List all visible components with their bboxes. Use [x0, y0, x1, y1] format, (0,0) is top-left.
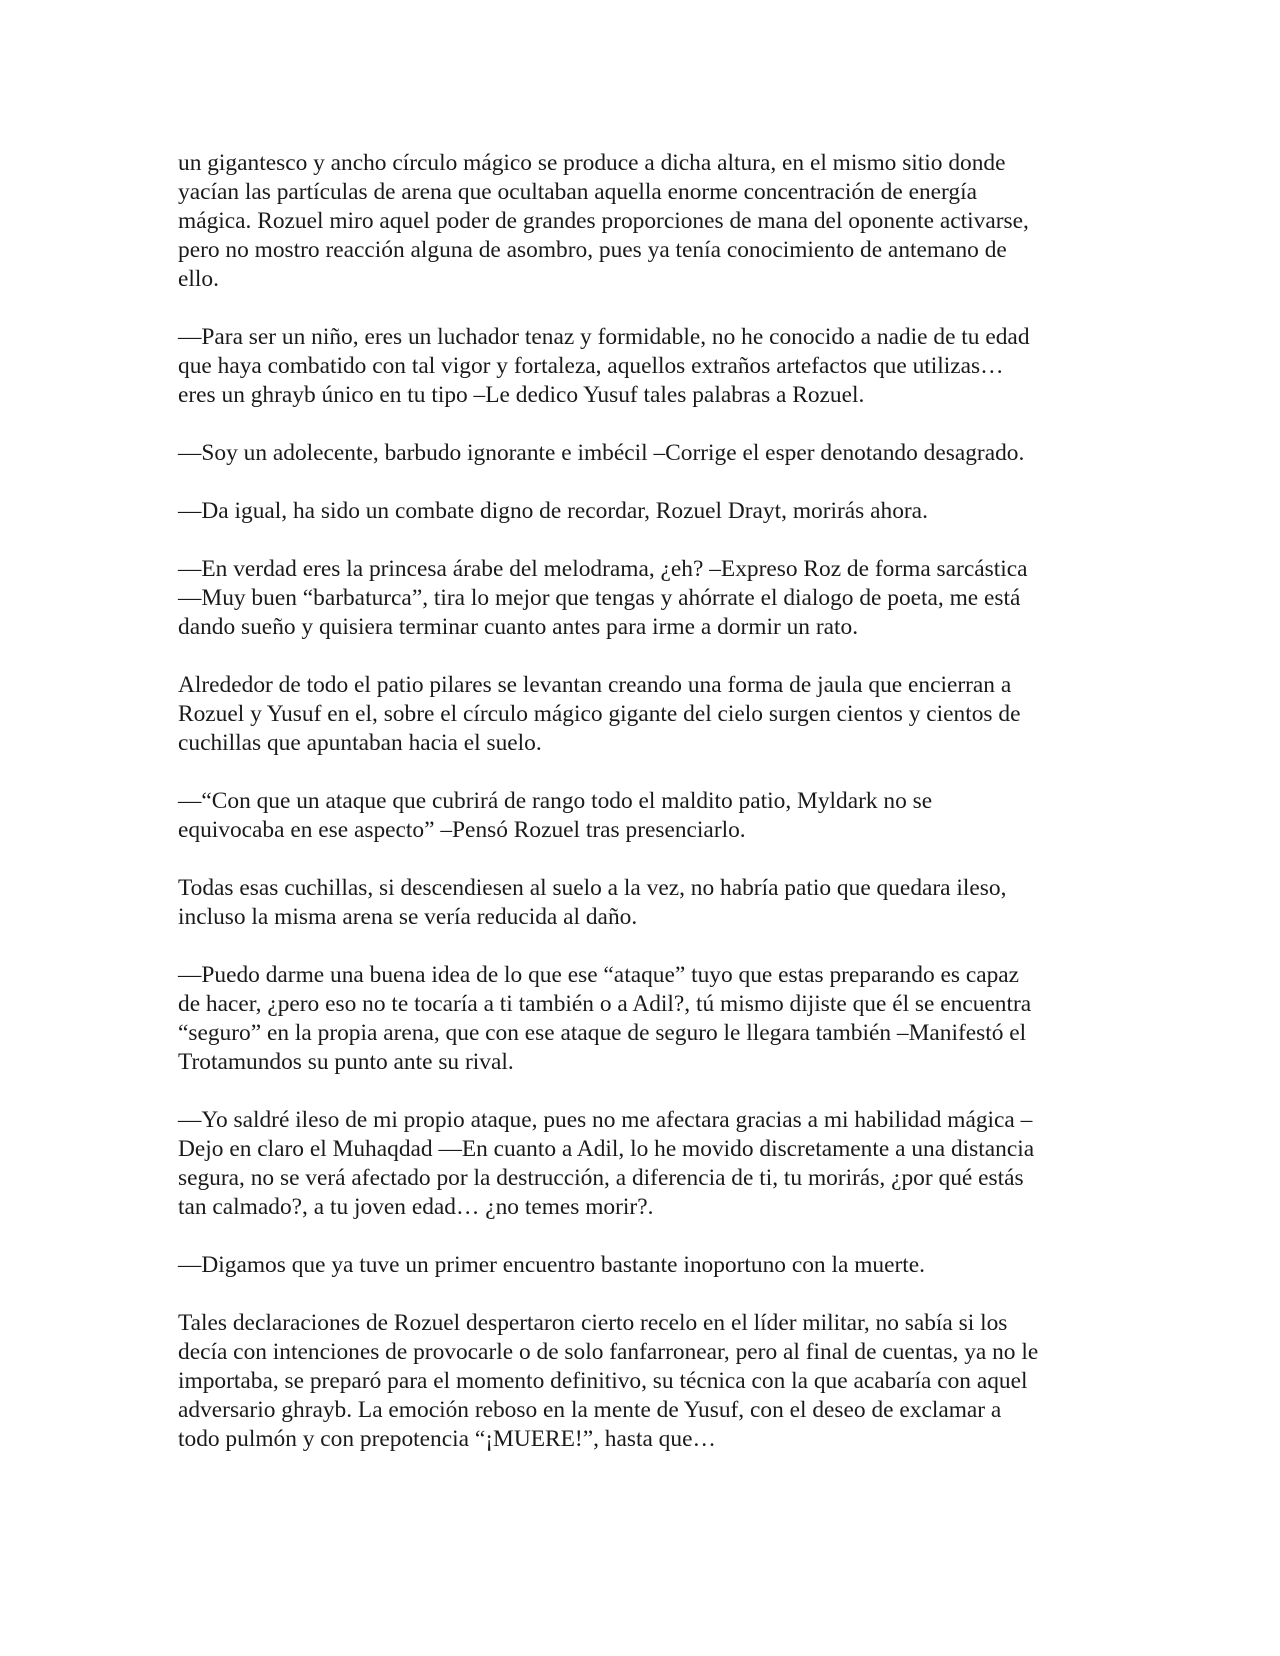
paragraph: —Da igual, ha sido un combate digno de recordar, Rozuel Drayt, morirás ahora.	[178, 498, 928, 524]
paragraph: Todas esas cuchillas, si descendiesen al suelo a la vez, no habría patio que quedara ileso, incluso la misma arena se vería reducida al daño.	[178, 875, 1007, 930]
paragraph: —Puedo darme una buena idea de lo que ese “ataque” tuyo que estas preparando es capaz de hacer, ¿pero eso no te tocaría a ti también o a Adil?, tú mismo dijiste que él se encuentra “seguro” en la propia arena, que con ese ataque de seguro le llegara también –Manifestó el Trotamundos su punto ante su rival.	[178, 962, 1032, 1075]
paragraph: —Yo saldré ileso de mi propio ataque, pues no me afectara gracias a mi habilidad mágica – Dejo en claro el Muhaqdad —En cuanto a Adil, lo he movido discretamente a una distancia segura, no se verá afectado por la destrucción, a diferencia de ti, tu morirás, ¿por qué estás tan calmado?, a tu joven edad… ¿no temes morir?.	[178, 1107, 1035, 1220]
paragraph: Tales declaraciones de Rozuel despertaron cierto recelo en el líder militar, no sabía si los decía con intenciones de provocarle o de solo fanfarronear, pero al final de cuentas, ya no le importaba, se preparó para el momento definitivo, su técnica con la que acabaría con aquel adversario ghrayb. La emoción reboso en la mente de Yusuf, con el deseo de exclamar a todo pulmón y con prepotencia “¡MUERE!”, hasta que…	[178, 1310, 1039, 1452]
text-body	[178, 149, 1108, 1483]
paragraph: —“Con que un ataque que cubrirá de rango todo el maldito patio, Myldark no se equivocaba en ese aspecto” –Pensó Rozuel tras presenciarlo.	[178, 788, 933, 843]
paragraph: un gigantesco y ancho círculo mágico se produce a dicha altura, en el mismo sitio donde yacían las partículas de arena que ocultaban aquella enorme concentración de energía mágica. Rozuel miro aquel poder de grandes proporciones de mana del oponente activarse, pero no mostro reacción alguna de asombro, pues ya tenía conocimiento de antemano de ello.	[178, 150, 1029, 292]
paragraph: —Soy un adolecente, barbudo ignorante e imbécil –Corrige el esper denotando desagrado.	[178, 440, 1025, 466]
paragraph: —Digamos que ya tuve un primer encuentro bastante inoportuno con la muerte.	[178, 1252, 925, 1278]
paragraph: —En verdad eres la princesa árabe del melodrama, ¿eh? –Expreso Roz de forma sarcástica —Muy buen “barbaturca”, tira lo mejor que tengas y ahórrate el dialogo de poeta, me está dando sueño y quisiera terminar cuanto antes para irme a dormir un rato.	[178, 556, 1028, 640]
paragraph: Alrededor de todo el patio pilares se levantan creando una forma de jaula que encierran a Rozuel y Yusuf en el, sobre el círculo mágico gigante del cielo surgen cientos y cientos de cuchillas que apuntaban hacia el suelo.	[178, 672, 1021, 756]
paragraph: —Para ser un niño, eres un luchador tenaz y formidable, no he conocido a nadie de tu edad que haya combatido con tal vigor y fortaleza, aquellos extraños artefactos que utilizas… eres un ghrayb único en tu tipo –Le dedico Yusuf tales palabras a Rozuel.	[178, 324, 1030, 408]
